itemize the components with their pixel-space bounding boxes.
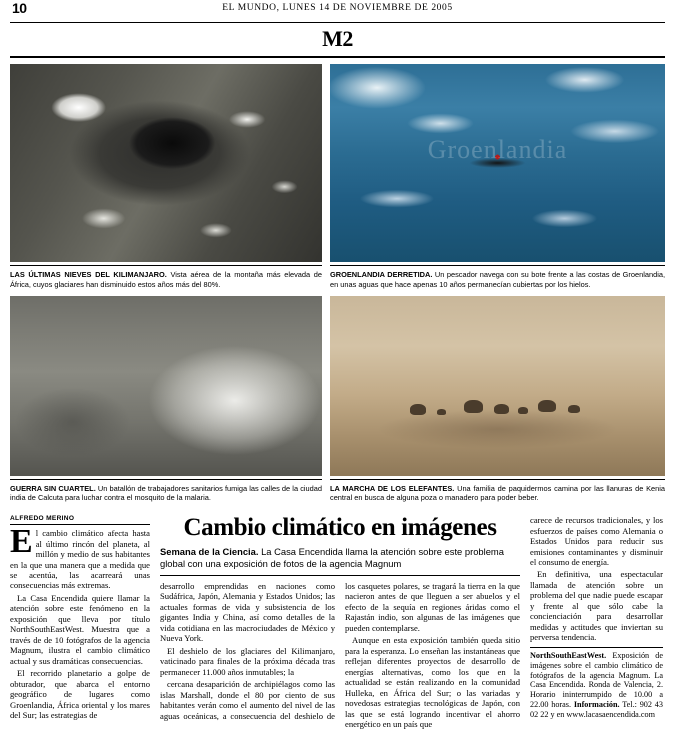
article-right-column: [530, 515, 663, 730]
elephant-shape: [494, 404, 509, 414]
caption-elephants: [330, 479, 665, 504]
masthead: [10, 0, 665, 20]
photo-ghost-text-greenland: Groenlandia: [427, 135, 568, 165]
left-column-body: [10, 523, 150, 721]
page-number: 10: [12, 0, 27, 16]
info-box-info-label: Información.: [573, 700, 620, 710]
caption-text: Un pescador navega con su bote frente a las costas de Groenlandia, en unas aguas que hace apenas 10 años permanecían cubiertas por los hielos.: [330, 270, 666, 289]
kicker-lead: Semana de la Ciencia.: [160, 545, 259, 557]
info-box: [530, 647, 663, 720]
photo-row-bottom: [10, 296, 665, 510]
paragraph: La Casa Encendida quiere llamar la atención sobre este fenómeno en la exposición que lleva por título NorthSouthEastWest. Muestra que a través de de 10 fotógrafos de la agencia Magnum, ilustra el cambio climático actual y sus dramáticas consecuencias.: [10, 592, 150, 666]
section-rule: [10, 56, 665, 58]
main-body: [160, 581, 520, 730]
elephant-shape: [538, 400, 556, 412]
caption-lead: LAS ÚLTIMAS NIEVES DEL KILIMANJARO.: [10, 270, 167, 279]
caption-greenland: [330, 265, 665, 290]
photo-elephants: [330, 296, 665, 476]
elephant-shape: [464, 400, 483, 413]
article-main-column: [160, 515, 520, 730]
publication-line: EL MUNDO, LUNES 14 DE NOVIEMBRE DE 2005: [222, 3, 453, 13]
photo-block-elephants: [330, 296, 665, 510]
photo-block-kilimanjaro: [10, 64, 322, 296]
caption-lead: LA MARCHA DE LOS ELEFANTES.: [330, 483, 455, 493]
photo-block-greenland: [330, 64, 665, 296]
dropcap: E: [10, 523, 33, 561]
section-logo: M2: [322, 26, 353, 51]
photo-row-top: [10, 64, 665, 296]
photo-kilimanjaro: [10, 64, 322, 262]
byline: ALFREDO MERINO: [10, 515, 150, 525]
info-box-title: NorthSouthEastWest.: [530, 650, 607, 660]
paragraph: cercana desaparición de archipiélagos como las islas Marshall, donde el 80 por ciento de sus habitantes verán como el aumento del nivel de las aguas oceánicas, a consecuencia del deshielo de los casquetes polares, se tragará la tierra en la que nacieron antes de que lleguen a ser abuelos y el efecto de la sequía en regiones áridas como el Rajastán indio, son algunas de las imágenes que pueden contemplarse.: [160, 581, 520, 721]
caption-lead: GROENLANDIA DERRETIDA.: [330, 270, 433, 279]
caption-text: Un batallón de trabajadores sanitarios fumiga las calles de la ciudad india de Calcuta para luchar contra el mosquito de la malaria.: [10, 483, 322, 503]
photo-block-calcutta: [10, 296, 322, 510]
elephant-shape: [410, 404, 426, 415]
main-body-columns: [160, 581, 520, 730]
caption-text: Vista aérea de la montaña más elevada de África, cuyos glaciares han disminuido estos años más del 80%.: [10, 270, 323, 289]
paragraph: El deshielo de los glaciares del Kilimanjaro, vaticinado para finales de la próxima década tras permanecer 11.000 años inmutables; la: [160, 645, 335, 677]
elephant-shape: [568, 405, 580, 413]
paragraph: Aunque en esta exposición también queda sitio para la esperanza. Lo enseñan las instantáneas que reflejan diferentes proyectos de desarrollo de energías alternativas, como los que en la actualidad se están realizando en la comunidad Hulleka, en África del Sur; o las variadas y novedosas estrategias tecnológicas de Japón, con las que se está logrando incentivar el ahorro energético en un país que: [345, 635, 520, 730]
right-column-body: [530, 515, 663, 643]
info-box-text: Exposición de imágenes sobre el cambio climático de fotógrafos de la agencia Magnum. La Casa Encendida. Ronda de Valencia, 2. Horario ininterrumpido de 10.00 a 22.00 horas.: [530, 650, 663, 710]
caption-calcutta: [10, 479, 322, 504]
paragraph: carece de recursos tradicionales, y los esfuerzos de países como Alemania o Estados Unidos para reducir sus emisiones contaminantes y disminuir el consumo de energía.: [530, 515, 663, 567]
info-box-contact: Tel.: 902 43 02 22 y en www.lacasaencendida.com: [530, 700, 663, 719]
article-left-column: [10, 515, 150, 730]
elephant-shape: [518, 407, 528, 414]
kicker-text: La Casa Encendida llama la atención sobre este problema global con una exposición de fotos de la agencia Magnum: [160, 545, 504, 569]
paragraph: desarrollo emprendidas en naciones como Sudáfrica, Japón, Alemania y Estados Unidos; las actuales formas de vida y subsistencia de los gigantes India y China, así como detalles de la vida cotidiana en las macrociudades de México y Nueva York.: [160, 581, 335, 644]
article: [10, 515, 665, 730]
photo-greenland: [330, 64, 665, 262]
kicker: [160, 546, 520, 576]
paragraph: El recorrido planetario a golpe de obturador, que abarca el entorno geográfico de lugares como Groenlandia, África oriental y los mares del Sur; las estrategias de: [10, 668, 150, 721]
page-title: Cambio climático en imágenes: [183, 514, 497, 542]
caption-kilimanjaro: [10, 265, 322, 290]
elephant-shape: [437, 409, 446, 415]
photo-calcutta: [10, 296, 322, 476]
paragraph: En definitiva, una espectacular llamada de atención sobre un problema del que nadie puede escapar y frente al que sólo cabe la concienciación para desarrollar medidas y actitudes que inviertan su perversa tendencia.: [530, 569, 663, 643]
caption-lead: GUERRA SIN CUARTEL.: [10, 483, 96, 493]
caption-text: Una familia de paquidermos camina por las llanuras de Kenia central en busca de alguna poza o manadero para poder beber.: [330, 483, 665, 503]
paragraph: l cambio climático afecta hasta al último rincón del planeta, al millón y medio de sus habitantes en la que una manera que a medida que se acentúa, las acarreará unas consecuencias más extremas.: [10, 528, 150, 591]
